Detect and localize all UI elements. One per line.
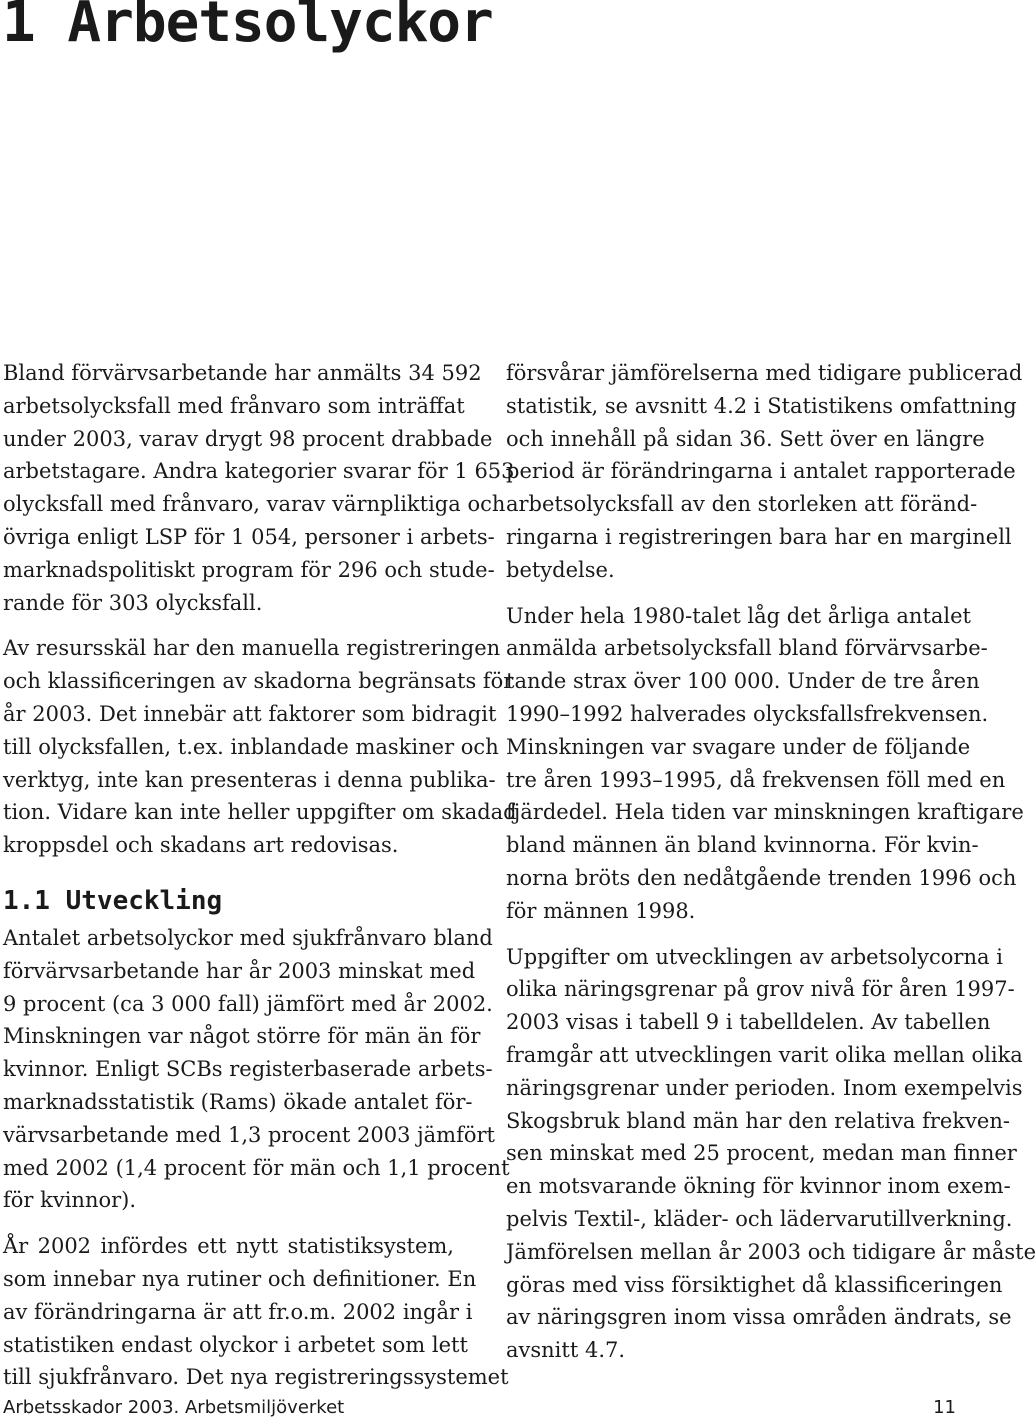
text-line: Minskningen var något större för män än för <box>3 1024 481 1049</box>
text-line: en motsvarande ökning för kvinnor inom exem- <box>506 1174 1011 1199</box>
text-line: Uppgifter om utvecklingen av arbetsolycorna i <box>506 944 1003 969</box>
text-line: period är förändringarna i antalet rapporterade <box>506 459 1016 484</box>
paragraph-resources <box>3 632 517 862</box>
text-line: betydelse. <box>506 557 615 582</box>
text-line: rande för 303 olycksfall. <box>3 590 263 615</box>
text-line: med 2002 (1,4 procent för män och 1,1 procent <box>3 1155 510 1180</box>
text-line: kvinnor. Enligt SCBs registerbaserade arbets- <box>3 1057 493 1082</box>
text-line: Minskningen var svagare under de följande <box>506 734 971 759</box>
text-line: 1990–1992 halverades olycksfallsfrekvensen. <box>506 701 989 726</box>
text-line: för kvinnor). <box>3 1188 137 1213</box>
text-line: till sjukfrånvaro. Det nya registreringssystemet <box>3 1365 509 1390</box>
paragraph-new-system <box>3 1230 509 1394</box>
text-line: till olycksfallen, t.ex. inblandade maskiner och <box>3 734 499 759</box>
text-line: Av resursskäl har den manuella registreringen <box>3 636 501 661</box>
paragraph-industries <box>506 941 1036 1367</box>
text-line: Skogsbruk bland män har den relativa frekven- <box>506 1108 1010 1133</box>
text-line: för männen 1998. <box>506 898 696 923</box>
text-line: statistik, se avsnitt 4.2 i Statistikens omfattning <box>506 393 1017 418</box>
text-line: 9 procent (ca 3 000 fall) jämfört med år 2002. <box>3 991 493 1016</box>
paragraph-comparisons <box>506 357 1023 587</box>
text-line: tre åren 1993–1995, då frekvensen föll med en <box>506 767 1006 792</box>
text-line: arbetsolycksfall med frånvaro som inträffat <box>3 393 465 418</box>
text-line: sen minskat med 25 procent, medan man finner <box>506 1141 1017 1166</box>
text-line: framgår att utvecklingen varit olika mellan olika <box>506 1042 1023 1067</box>
text-line: göras med viss försiktighet då klassificeringen <box>506 1272 1003 1297</box>
text-line: Antalet arbetsolyckor med sjukfrånvaro bland <box>3 925 493 950</box>
left-column <box>3 357 517 1407</box>
text-line: Under hela 1980-talet låg det årliga antalet <box>506 603 971 628</box>
text-line: anmälda arbetsolycksfall bland förvärvsarbe- <box>506 636 988 661</box>
text-line: tion. Vidare kan inte heller uppgifter om skadad <box>3 800 517 825</box>
text-line: avsnitt 4.7. <box>506 1338 626 1363</box>
text-line: som innebar nya rutiner och definitioner. En <box>3 1266 477 1291</box>
text-line: näringsgrenar under perioden. Inom exempelvis <box>506 1075 1023 1100</box>
text-line: år 2003. Det innebär att faktorer som bidragit <box>3 701 497 726</box>
text-line: Bland förvärvsarbetande har anmälts 34 592 <box>3 361 482 385</box>
footer-page-number: 11 <box>933 1397 956 1418</box>
text-line: År 2002 infördes ett nytt statistiksystem, <box>3 1234 454 1259</box>
text-line: bland männen än bland kvinnorna. För kvin- <box>506 833 979 858</box>
text-line: övriga enligt LSP för 1 054, personer i arbets- <box>3 524 495 549</box>
text-line: marknadsstatistik (Rams) ökade antalet för- <box>3 1089 473 1114</box>
text-line: olika näringsgrenar på grov nivå för åren 1997- <box>506 977 1015 1002</box>
text-line: fjärdedel. Hela tiden var minskningen kraftigare <box>506 800 1024 825</box>
text-line: pelvis Textil-, kläder- och lädervarutillverkning. <box>506 1206 1013 1231</box>
text-line: tande strax över 100 000. Under de tre åren <box>506 669 980 694</box>
text-line: och klassificeringen av skadorna begränsats för <box>3 669 514 694</box>
text-line: och innehåll på sidan 36. Sett över en längre <box>506 426 985 451</box>
section-title: 1.1 Utveckling <box>3 885 223 916</box>
text-line: Jämförelsen mellan år 2003 och tidigare år måste <box>506 1239 1036 1264</box>
text-line: arbetsolycksfall av den storleken att föränd- <box>506 492 978 517</box>
right-column <box>506 357 1036 1380</box>
text-line: försvårar jämförelserna med tidigare publicerad <box>506 361 1023 385</box>
text-line: förvärvsarbetande har år 2003 minskat med <box>3 958 476 983</box>
text-line: under 2003, varav drygt 98 procent drabbade <box>3 426 493 451</box>
text-line: arbetstagare. Andra kategorier svarar för 1 653 <box>3 459 515 484</box>
page-title: 1 Arbetsolyckor <box>2 0 493 55</box>
text-line: marknadspolitiskt program för 296 och stude- <box>3 557 495 582</box>
text-line: av näringsgren inom vissa områden ändrats, se <box>506 1305 1012 1330</box>
paragraph-intro <box>3 357 515 619</box>
text-line: 2003 visas i tabell 9 i tabelldelen. Av tabellen <box>506 1010 991 1035</box>
text-line: av förändringarna är att fr.o.m. 2002 ingår i <box>3 1299 473 1324</box>
text-line: verktyg, inte kan presenteras i denna publika- <box>3 767 496 792</box>
footer-publication: Arbetsskador 2003. Arbetsmiljöverket <box>3 1397 345 1418</box>
text-line: värvsarbetande med 1,3 procent 2003 jämfört <box>3 1122 495 1147</box>
text-line: ringarna i registreringen bara har en marginell <box>506 524 1012 549</box>
paragraph-1980s <box>506 600 1024 928</box>
paragraph-development <box>3 922 510 1217</box>
text-line: kroppsdel och skadans art redovisas. <box>3 833 399 858</box>
text-line: olycksfall med frånvaro, varav värnpliktiga och <box>3 492 506 517</box>
text-line: statistiken endast olyckor i arbetet som lett <box>3 1332 468 1357</box>
text-line: norna bröts den nedåtgående trenden 1996 och <box>506 865 1017 890</box>
